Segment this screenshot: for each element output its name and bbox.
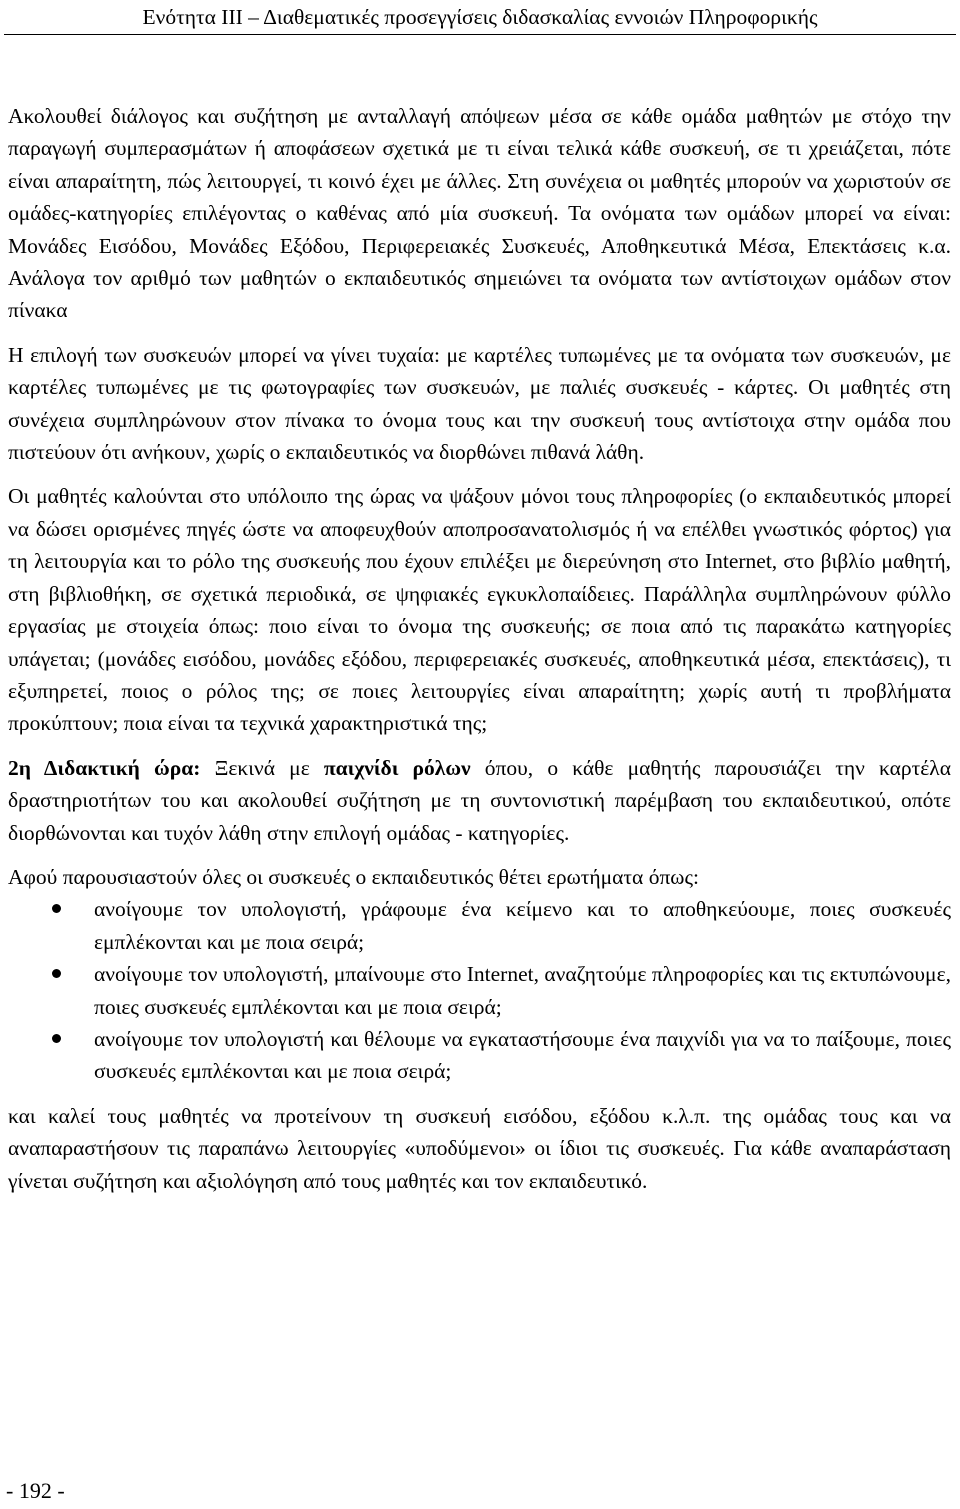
list-item bbox=[8, 1023, 951, 1088]
page-header: Ενότητα ΙΙΙ – Διαθεματικές προσεγγίσεις διδασκαλίας εννοιών Πληροφορικής bbox=[142, 5, 818, 29]
header-divider bbox=[4, 34, 956, 35]
bullet-icon bbox=[52, 969, 61, 978]
list-item bbox=[8, 958, 951, 1023]
paragraph-research: Οι μαθητές καλούνται στο υπόλοιπο της ώρας να ψάξουν μόνοι τους πληροφορίες (ο εκπαιδευτικός μπορεί να δώσει ορισμένες πηγές ώστε να αποφευχθούν αποπροσανατολισμός ή να επέλθει γνωστικός φόρτος) για τη λειτουργία και το ρόλο της συσκευής που έχουν επιλέξει με διερεύνηση στο Internet, στο βιβλίο μαθητή, στη βιβλιοθήκη, σε σχετικά περιοδικά, σε ψηφιακές εγκυκλοπαίδειες. Παράλληλα συμπληρώνουν φύλλο εργασίας με στοιχεία όπως: ποιο είναι το όνομα της συσκευής; σε ποια από τις παρακάτω κατηγορίες υπάγεται; (μονάδες εισόδου, μονάδες εξόδου, περιφερειακές συσκευές, αποθηκευτικά μέσα, επεκτάσεις), τι εξυπηρετεί, ποιος ο ρόλος της; σε ποιες λειτουργίες είναι απαραίτητη; χωρίς αυτή τι προβλήματα προκύπτουν; ποια είναι τα τεχνικά χαρακτηριστικά της; bbox=[8, 484, 951, 736]
list-item bbox=[8, 893, 951, 958]
document-body bbox=[8, 100, 951, 1197]
second-hour-text-2: όπου, ο κάθε μαθητής παρουσιάζει την καρτέλα δραστηριοτήτων του και ακολουθεί συζήτηση με τη συντονιστική παρέμβαση του εκπαιδευτικού, οπότε διορθώνονται και τυχόν λάθη στην επιλογή ομάδας - κατηγορίες. bbox=[8, 755, 951, 845]
paragraph-second-hour bbox=[8, 752, 951, 849]
second-hour-text-1: Ξεκινά με bbox=[200, 755, 324, 780]
list-item-text: ανοίγουμε τον υπολογιστή, μπαίνουμε στο Internet, αναζητούμε πληροφορίες και τις εκτυπώνουμε, ποιες συσκευές εμπλέκονται και με ποια σειρά; bbox=[94, 962, 951, 1019]
list-item-text: ανοίγουμε τον υπολογιστή και θέλουμε να εγκαταστήσουμε ένα παιχνίδι για να το παίξουμε, ποιες συσκευές εμπλέκονται και με ποια σειρά; bbox=[94, 1026, 951, 1084]
list-item-text: ανοίγουμε τον υπολογιστή, γράφουμε ένα κείμενο και το αποθηκεύουμε, ποιες συσκευές εμπλέκονται και με ποια σειρά; bbox=[94, 897, 951, 954]
paragraph-questions-intro: Αφού παρουσιαστούν όλες οι συσκευές ο εκπαιδευτικός θέτει ερωτήματα όπως: bbox=[8, 864, 699, 889]
role-play-term: παιχνίδι ρόλων bbox=[323, 755, 471, 780]
page-number: - 192 - bbox=[6, 1478, 65, 1503]
bullet-icon bbox=[52, 1034, 61, 1043]
question-list bbox=[8, 893, 951, 1087]
paragraph-device-selection: Η επιλογή των συσκευών μπορεί να γίνει τυχαία: με καρτέλες τυπωμένες με τα ονόματα των συσκευών, με καρτέλες τυπωμένες με τις φωτογραφίες των συσκευών, με παλιές συσκευές - κάρτες. Οι μαθητές στη συνέχεια συμπληρώνουν στον πίνακα το όνομα τους και την συσκευή τους αντίστοιχα στην ομάδα που πιστεύουν ότι ανήκουν, χωρίς ο εκπαιδευτικός να διορθώνει πιθανά λάθη. bbox=[8, 342, 951, 465]
paragraph-roleplay-closing: και καλεί τους μαθητές να προτείνουν τη συσκευή εισόδου, εξόδου κ.λ.π. της ομάδας τους και να αναπαραστήσουν τις παραπάνω λειτουργίες «υποδύμενοι» οι ίδιοι τις συσκευές. Για κάθε αναπαράσταση γίνεται συζήτηση και αξιολόγηση από τους μαθητές και τον εκπαιδευτικό. bbox=[8, 1103, 951, 1193]
paragraph-group-discussion: Ακολουθεί διάλογος και συζήτηση με ανταλλαγή απόψεων μέσα σε κάθε ομάδα μαθητών με στόχο την παραγωγή συμπερασμάτων ή αποφάσεων σχετικά με τι είναι τελικά κάθε συσκευή, σε τι χρειάζεται, πότε είναι απαραίτητη, πώς λειτουργεί, τι κοινό έχει με άλλες. Στη συνέχεια οι μαθητές μπορούν να χωριστούν σε ομάδες-κατηγορίες επιλέγοντας ο καθένας από μία συσκευή. Τα ονόματα των ομάδων μπορεί να είναι: Μονάδες Εισόδου, Μονάδες Εξόδου, Περιφερειακές Συσκευές, Αποθηκευτικά Μέσα, Επεκτάσεις κ.α. Ανάλογα τον αριθμό των μαθητών ο εκπαιδευτικός σημειώνει τα ονόματα των αντίστοιχων ομάδων στον πίνακα bbox=[8, 104, 951, 323]
second-hour-heading: 2η Διδακτική ώρα: bbox=[8, 755, 201, 780]
bullet-icon bbox=[52, 904, 61, 913]
